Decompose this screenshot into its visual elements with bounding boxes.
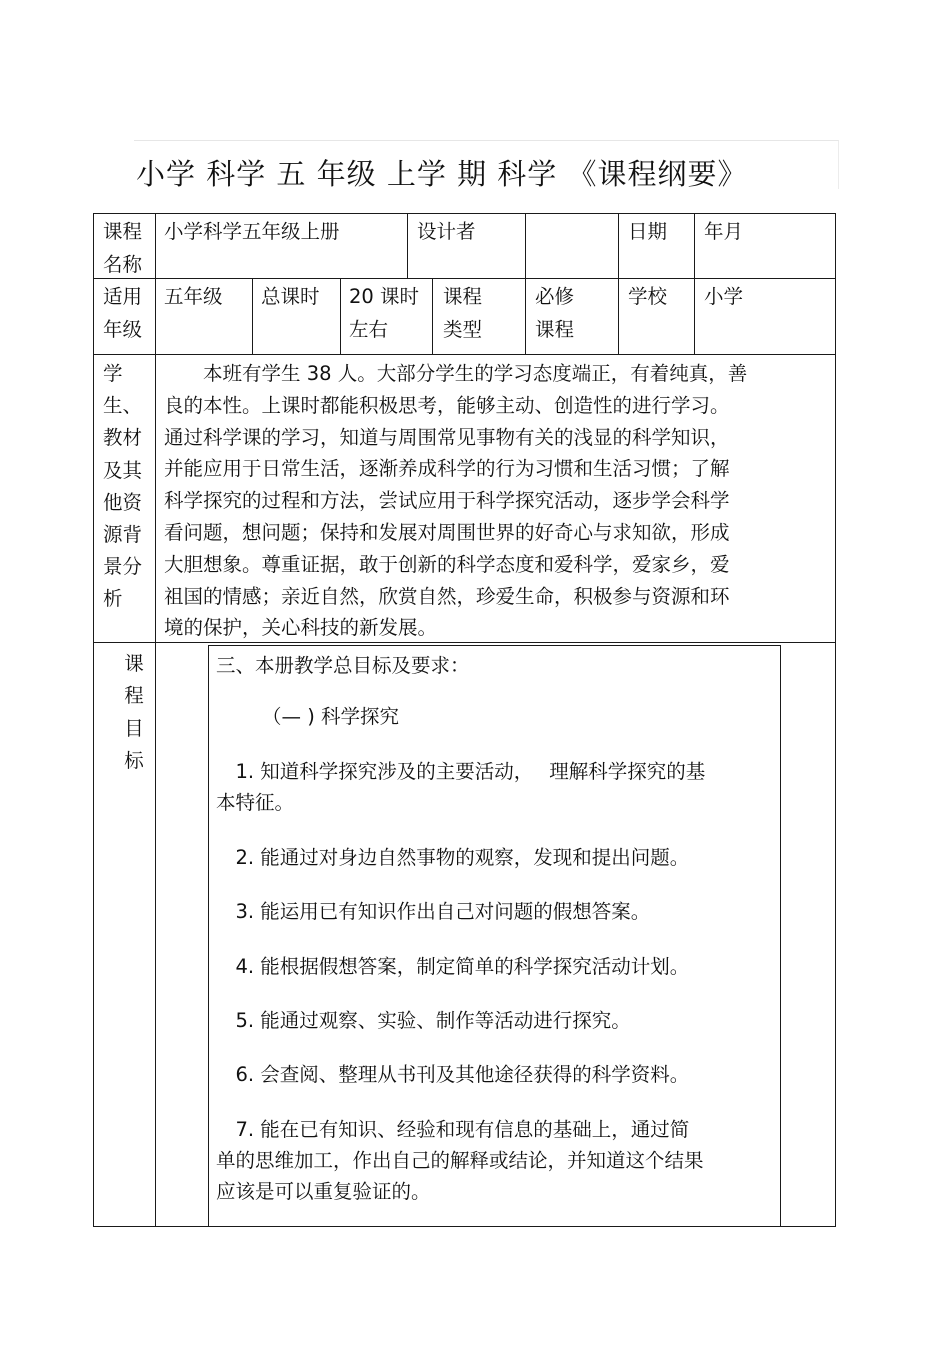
total-hours-label: 总课时: [261, 285, 320, 308]
background-label: 学 生、 教材 及其 他资 源背 景分 析: [103, 362, 143, 611]
total-hours-value: 20 课时 左右: [349, 285, 420, 341]
goal-item-2: 2. 能通过对身边自然事物的观察，发现和提出问题。: [216, 846, 690, 869]
course-type-label: 课程 类型: [443, 285, 483, 341]
date-label: 日期: [628, 220, 668, 243]
page-title: 小学 科学 五 年级 上学 期 科学 《课程纲要》: [136, 157, 748, 191]
goal-item-1: 1. 知道科学探究涉及的主要活动， 理解科学探究的基 本特征。: [216, 760, 706, 814]
background-text: 本班有学生 38 人。大部分学生的学习态度端正，有着纯真，善 良的本性。上课时都能积极思考，能够主动、创造性的进行学习。 通过科学课的学习，知道与周围常见事物有关的浅显的科学知识， 并能应用于日常生活，逐渐养成科学的行为习惯和生活习惯；了解 科学探究的过程和方法，尝试应用于科学探究活动，逐步学会科学 看问题，想问题；保持和发展对周围世界的好奇心与求知欲，形成 大胆想象。尊重证据，敢于创新的科学态度和爱科学，爱家乡，爱 祖国的情感；亲近自然，欣赏自然，珍爱生命，积极参与资源和环 境的保护，关心科技的新发展。: [164, 362, 748, 640]
goal-item-6: 6. 会查阅、整理从书刊及其他途径获得的科学资料。: [216, 1063, 690, 1086]
goals-label: 课 程 目 标: [124, 652, 144, 772]
date-value: 年月: [704, 220, 744, 243]
goal-item-5: 5. 能通过观察、实验、制作等活动进行探究。: [216, 1009, 631, 1032]
designer-label: 设计者: [417, 220, 476, 243]
course-name-value: 小学科学五年级上册: [164, 220, 340, 243]
goal-item-4: 4. 能根据假想答案，制定简单的科学探究活动计划。: [216, 955, 690, 978]
grade-label: 适用 年级: [103, 285, 143, 341]
goal-item-7: 7. 能在已有知识、经验和现有信息的基础上，通过简 单的思维加工，作出自己的解释或结论，并知道这个结果 应该是可以重复验证的。: [216, 1118, 704, 1203]
goals-subheading: （— ) 科学探究: [262, 705, 400, 728]
grade-value: 五年级: [164, 285, 223, 308]
course-type-value: 必修 课程: [535, 285, 575, 341]
school-value: 小学: [704, 285, 744, 308]
goal-item-3: 3. 能运用已有知识作出自己对问题的假想答案。: [216, 900, 651, 923]
goals-heading: 三、本册教学总目标及要求：: [216, 654, 470, 677]
course-name-label: 课程 名称: [103, 220, 143, 276]
school-label: 学校: [628, 285, 668, 308]
